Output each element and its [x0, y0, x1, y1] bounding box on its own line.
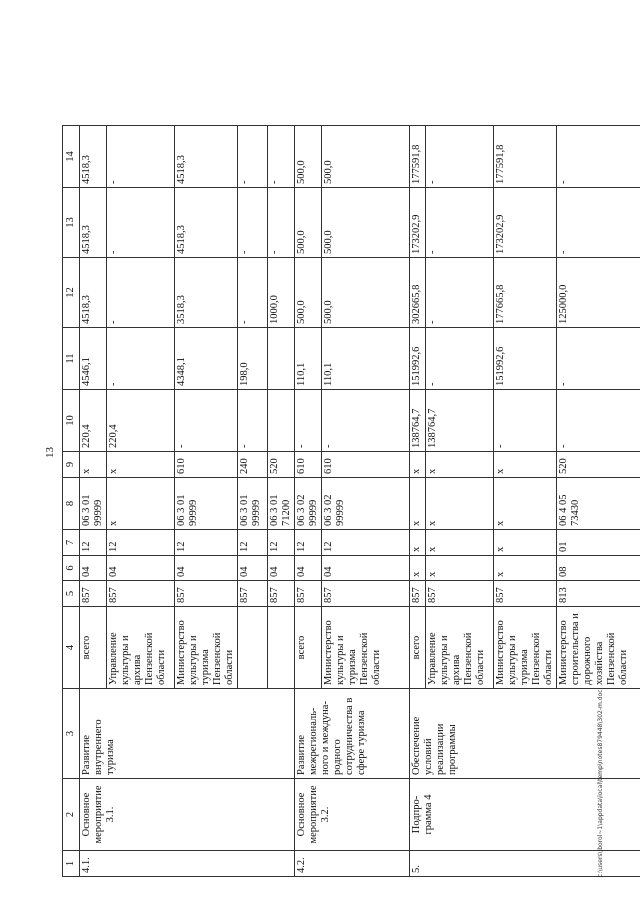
value-cell-c9: 610 — [295, 452, 322, 478]
value-cell-c12: 500,0 — [295, 258, 322, 328]
executor-cell — [238, 607, 268, 689]
value-cell-c9: х — [494, 452, 557, 478]
value-cell-c6: 04 — [295, 556, 322, 581]
header-cell: 9 — [63, 452, 80, 478]
header-cell: 7 — [63, 530, 80, 556]
item-name-cell: Основное мероприятие 3.1. — [80, 779, 295, 851]
value-cell-c14: - — [557, 126, 640, 188]
value-cell-c14: - — [107, 126, 175, 188]
value-cell-c9: х — [426, 452, 494, 478]
value-cell-c8: х — [410, 478, 426, 530]
value-cell-c13: - — [238, 188, 268, 258]
page-number: 13 — [44, 447, 56, 458]
value-cell-c13: 4518,3 — [80, 188, 107, 258]
value-cell-c5: 857 — [107, 581, 175, 607]
executor-cell: Министерство строительства и дорожного хозяйства Пензенской области — [557, 607, 640, 689]
executor-cell: Управление культуры и архива Пензенской области — [426, 607, 494, 689]
value-cell-c8: 06 4 05 73430 — [557, 478, 640, 530]
value-cell-c7: 12 — [107, 530, 175, 556]
value-cell-c10: - — [557, 390, 640, 452]
value-cell-c14: 177591,8 — [494, 126, 557, 188]
budget-table — [62, 125, 640, 877]
item-name-cell: Основное мероприятие 3.2. — [295, 779, 410, 851]
value-cell-c7: 12 — [268, 530, 295, 556]
value-cell-c13: - — [557, 188, 640, 258]
value-cell-c13: - — [107, 188, 175, 258]
table-body — [80, 126, 640, 877]
value-cell-c13: 500,0 — [322, 188, 410, 258]
header-cell: 6 — [63, 556, 80, 581]
item-number-cell: 5. — [410, 851, 640, 877]
value-cell-c10: 220,4 — [107, 390, 175, 452]
header-cell: 13 — [63, 188, 80, 258]
value-cell-c5: 857 — [238, 581, 268, 607]
value-cell-c5: 857 — [322, 581, 410, 607]
value-cell-c10: 138764,7 — [410, 390, 426, 452]
footer-path: c:\users\iborol~1\appdata\local\temp\notes879448\302-m.doc — [597, 689, 604, 877]
value-cell-c8: х — [494, 478, 557, 530]
value-cell-c11: - — [107, 328, 175, 390]
value-cell-c11: 110,1 — [295, 328, 322, 390]
value-cell-c14: - — [426, 126, 494, 188]
value-cell-c6: х — [494, 556, 557, 581]
value-cell-c6: 04 — [238, 556, 268, 581]
value-cell-c14: 177591,8 — [410, 126, 426, 188]
value-cell-c8: 06 3 01 71200 — [268, 478, 295, 530]
value-cell-c11: - — [557, 328, 640, 390]
value-cell-c10: - — [494, 390, 557, 452]
value-cell-c13: 4518,3 — [175, 188, 238, 258]
value-cell-c7: 12 — [175, 530, 238, 556]
value-cell-c6: 04 — [175, 556, 238, 581]
value-cell-c10: - — [175, 390, 238, 452]
header-cell: 5 — [63, 581, 80, 607]
value-cell-c12: 177665,8 — [494, 258, 557, 328]
value-cell-c12: 500,0 — [322, 258, 410, 328]
value-cell-c5: 857 — [426, 581, 494, 607]
value-cell-c7: х — [426, 530, 494, 556]
value-cell-c5: 857 — [295, 581, 322, 607]
value-cell-c9: 610 — [322, 452, 410, 478]
value-cell-c13: - — [426, 188, 494, 258]
value-cell-c6: 08 — [557, 556, 640, 581]
value-cell-c9: х — [410, 452, 426, 478]
item-number-cell: 4.2. — [295, 851, 410, 877]
value-cell-c5: 857 — [268, 581, 295, 607]
value-cell-c10: - — [295, 390, 322, 452]
value-cell-c5: 813 — [557, 581, 640, 607]
value-cell-c9: 240 — [238, 452, 268, 478]
table-row — [295, 126, 322, 877]
value-cell-c8: 06 3 02 99999 — [295, 478, 322, 530]
header-cell: 12 — [63, 258, 80, 328]
value-cell-c7: 12 — [295, 530, 322, 556]
header-row — [63, 126, 80, 877]
executor-cell: всего — [295, 607, 322, 689]
value-cell-c13: - — [268, 188, 295, 258]
value-cell-c5: 857 — [410, 581, 426, 607]
value-cell-c6: х — [410, 556, 426, 581]
value-cell-c9: х — [107, 452, 175, 478]
value-cell-c6: 04 — [80, 556, 107, 581]
item-name-cell: Подпро-грамма 4 — [410, 779, 640, 851]
value-cell-c12: 302665,8 — [410, 258, 426, 328]
header-cell: 3 — [63, 689, 80, 779]
value-cell-c11: 4348,1 — [175, 328, 238, 390]
value-cell-c6: 04 — [107, 556, 175, 581]
value-cell-c11: 151992,6 — [494, 328, 557, 390]
value-cell-c11 — [268, 328, 295, 390]
executor-cell: Управление культуры и архива Пензенской области — [107, 607, 175, 689]
item-description-cell: Обеспечение условий реализации программы — [410, 689, 640, 779]
value-cell-c7: 12 — [80, 530, 107, 556]
value-cell-c12: - — [238, 258, 268, 328]
value-cell-c11: 151992,6 — [410, 328, 426, 390]
value-cell-c8: 06 3 01 99999 — [238, 478, 268, 530]
value-cell-c13: 500,0 — [295, 188, 322, 258]
value-cell-c10: 220,4 — [80, 390, 107, 452]
value-cell-c10: - — [322, 390, 410, 452]
header-cell: 11 — [63, 328, 80, 390]
header-cell: 10 — [63, 390, 80, 452]
value-cell-c10 — [268, 390, 295, 452]
executor-cell: всего — [80, 607, 107, 689]
value-cell-c6: 04 — [268, 556, 295, 581]
value-cell-c7: х — [410, 530, 426, 556]
value-cell-c11: 110,1 — [322, 328, 410, 390]
value-cell-c12: - — [107, 258, 175, 328]
value-cell-c5: 857 — [494, 581, 557, 607]
header-cell: 1 — [63, 851, 80, 877]
value-cell-c14: 4518,3 — [175, 126, 238, 188]
value-cell-c8: х — [107, 478, 175, 530]
table-row — [80, 126, 107, 877]
value-cell-c7: 01 — [557, 530, 640, 556]
item-number-cell: 4.1. — [80, 851, 295, 877]
value-cell-c5: 857 — [175, 581, 238, 607]
value-cell-c11: 4546,1 — [80, 328, 107, 390]
executor-cell: Министерство культуры и туризма Пензенской области — [494, 607, 557, 689]
value-cell-c12: 125000,0 — [557, 258, 640, 328]
value-cell-c11: - — [426, 328, 494, 390]
value-cell-c9: х — [80, 452, 107, 478]
table-row — [410, 126, 426, 877]
executor-cell — [268, 607, 295, 689]
value-cell-c8: 06 3 01 99999 — [80, 478, 107, 530]
header-cell: 8 — [63, 478, 80, 530]
value-cell-c12: 4518,3 — [80, 258, 107, 328]
value-cell-c10: 138764,7 — [426, 390, 494, 452]
header-cell: 2 — [63, 779, 80, 851]
value-cell-c13: 173202,9 — [494, 188, 557, 258]
value-cell-c14: - — [238, 126, 268, 188]
value-cell-c8: х — [426, 478, 494, 530]
value-cell-c7: х — [494, 530, 557, 556]
executor-cell: Министерство культуры и туризма Пензенской области — [322, 607, 410, 689]
value-cell-c8: 06 3 01 99999 — [175, 478, 238, 530]
value-cell-c12: 1000,0 — [268, 258, 295, 328]
item-description-cell: Развитие межрегиональ-ного и междуна-родного сотрудничества в сфере туризма — [295, 689, 410, 779]
value-cell-c6: 04 — [322, 556, 410, 581]
executor-cell: Министерство культуры и туризма Пензенской области — [175, 607, 238, 689]
header-cell: 4 — [63, 607, 80, 689]
header-cell: 14 — [63, 126, 80, 188]
value-cell-c14: 500,0 — [295, 126, 322, 188]
value-cell-c14: 500,0 — [322, 126, 410, 188]
value-cell-c7: 12 — [322, 530, 410, 556]
value-cell-c14: 4518,3 — [80, 126, 107, 188]
value-cell-c9: 520 — [557, 452, 640, 478]
value-cell-c13: 173202,9 — [410, 188, 426, 258]
value-cell-c10: - — [238, 390, 268, 452]
value-cell-c12: 3518,3 — [175, 258, 238, 328]
value-cell-c11: 198,0 — [238, 328, 268, 390]
item-description-cell: Развитие внутреннего туризма — [80, 689, 295, 779]
value-cell-c8: 06 3 02 99999 — [322, 478, 410, 530]
value-cell-c9: 610 — [175, 452, 238, 478]
value-cell-c9: 520 — [268, 452, 295, 478]
value-cell-c5: 857 — [80, 581, 107, 607]
value-cell-c7: 12 — [238, 530, 268, 556]
value-cell-c12: - — [426, 258, 494, 328]
value-cell-c6: х — [426, 556, 494, 581]
executor-cell: всего — [410, 607, 426, 689]
value-cell-c14: - — [268, 126, 295, 188]
